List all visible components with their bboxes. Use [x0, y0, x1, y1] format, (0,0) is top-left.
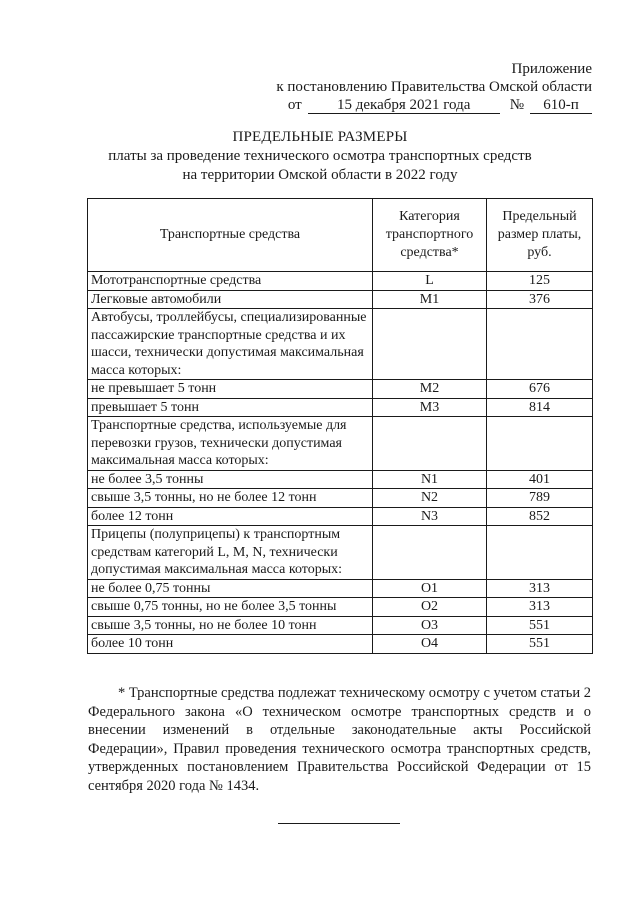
- table-row: [88, 272, 593, 291]
- column-header-category: Категория транспортного средства*: [373, 199, 487, 272]
- table-header-row: [88, 199, 593, 272]
- vehicle-type: свыше 0,75 тонны, но не более 3,5 тонны: [88, 598, 373, 617]
- fee-value: 313: [487, 598, 593, 617]
- table-row: [88, 598, 593, 617]
- category-code: O4: [373, 635, 487, 654]
- vehicle-type: Прицепы (полуприцепы) к транспортным средствам категорий L, M, N, технически допустимая максимальная масса которых:: [88, 526, 373, 580]
- separator-line: [278, 823, 400, 824]
- table-row: [88, 616, 593, 635]
- category-code: N3: [373, 507, 487, 526]
- resolution-date: 15 декабря 2021 года: [308, 97, 500, 114]
- vehicle-type: свыше 3,5 тонны, но не более 10 тонн: [88, 616, 373, 635]
- fee-value: [487, 309, 593, 380]
- vehicle-type: не превышает 5 тонн: [88, 380, 373, 399]
- table-row: [88, 380, 593, 399]
- vehicle-type: Транспортные средства, используемые для перевозки грузов, технически допустимая максимальная масса которых:: [88, 417, 373, 471]
- category-code: O1: [373, 579, 487, 598]
- table-row: [88, 470, 593, 489]
- document-title: [0, 128, 640, 185]
- category-code: N2: [373, 489, 487, 508]
- column-header-vehicles: Транспортные средства: [88, 199, 373, 272]
- resolution-date-line: [276, 96, 592, 114]
- fee-value: 125: [487, 272, 593, 291]
- vehicle-type: Мототранспортные средства: [88, 272, 373, 291]
- vehicle-type: более 10 тонн: [88, 635, 373, 654]
- table-row: [88, 507, 593, 526]
- table-row: [88, 526, 593, 580]
- category-code: [373, 417, 487, 471]
- number-prefix: №: [509, 97, 524, 113]
- vehicle-type: Легковые автомобили: [88, 290, 373, 309]
- fee-value: 676: [487, 380, 593, 399]
- category-code: M2: [373, 380, 487, 399]
- fee-value: 376: [487, 290, 593, 309]
- vehicle-type: свыше 3,5 тонны, но не более 12 тонн: [88, 489, 373, 508]
- vehicle-type: Автобусы, троллейбусы, специализированные пассажирские транспортные средства и их шасси, технически допустимая максимальная масса которых:: [88, 309, 373, 380]
- fee-value: [487, 417, 593, 471]
- fee-value: 789: [487, 489, 593, 508]
- appendix-header: [276, 60, 592, 114]
- appendix-label: Приложение: [511, 61, 592, 77]
- category-code: M1: [373, 290, 487, 309]
- table-row: [88, 309, 593, 380]
- fee-value: 852: [487, 507, 593, 526]
- vehicle-type: превышает 5 тонн: [88, 398, 373, 417]
- column-header-fee: Предельный размер платы, руб.: [487, 199, 593, 272]
- category-code: O2: [373, 598, 487, 617]
- table-row: [88, 398, 593, 417]
- title-sub-1: платы за проведение технического осмотра транспортных средств: [108, 148, 532, 164]
- table-row: [88, 635, 593, 654]
- table-row: [88, 579, 593, 598]
- category-code: O3: [373, 616, 487, 635]
- from-prefix: от: [287, 97, 302, 113]
- title-main: ПРЕДЕЛЬНЫЕ РАЗМЕРЫ: [232, 129, 408, 145]
- table-row: [88, 290, 593, 309]
- category-code: N1: [373, 470, 487, 489]
- resolution-number: 610-п: [530, 97, 592, 114]
- category-code: [373, 309, 487, 380]
- fee-value: 313: [487, 579, 593, 598]
- footnote: * Транспортные средства подлежат техническому осмотру с учетом статьи 2 Федерального закона «О техническом осмотре транспортных средств и о внесении изменений в отдельные законодательные акты Российской Федерации», Правил проведения технического осмотра транспортных средств, утвержденных постановлением Правительства Российской Федерации от 15 сентября 2020 года № 1434.: [88, 685, 591, 794]
- fee-table: [87, 198, 593, 654]
- fee-value: 401: [487, 470, 593, 489]
- category-code: [373, 526, 487, 580]
- table-row: [88, 417, 593, 471]
- category-code: M3: [373, 398, 487, 417]
- vehicle-type: не более 0,75 тонны: [88, 579, 373, 598]
- fee-value: [487, 526, 593, 580]
- resolution-reference: к постановлению Правительства Омской области: [276, 79, 592, 95]
- title-sub-2: на территории Омской области в 2022 году: [182, 167, 458, 183]
- table-row: [88, 489, 593, 508]
- fee-value: 814: [487, 398, 593, 417]
- vehicle-type: более 12 тонн: [88, 507, 373, 526]
- fee-value: 551: [487, 616, 593, 635]
- fee-value: 551: [487, 635, 593, 654]
- vehicle-type: не более 3,5 тонны: [88, 470, 373, 489]
- category-code: L: [373, 272, 487, 291]
